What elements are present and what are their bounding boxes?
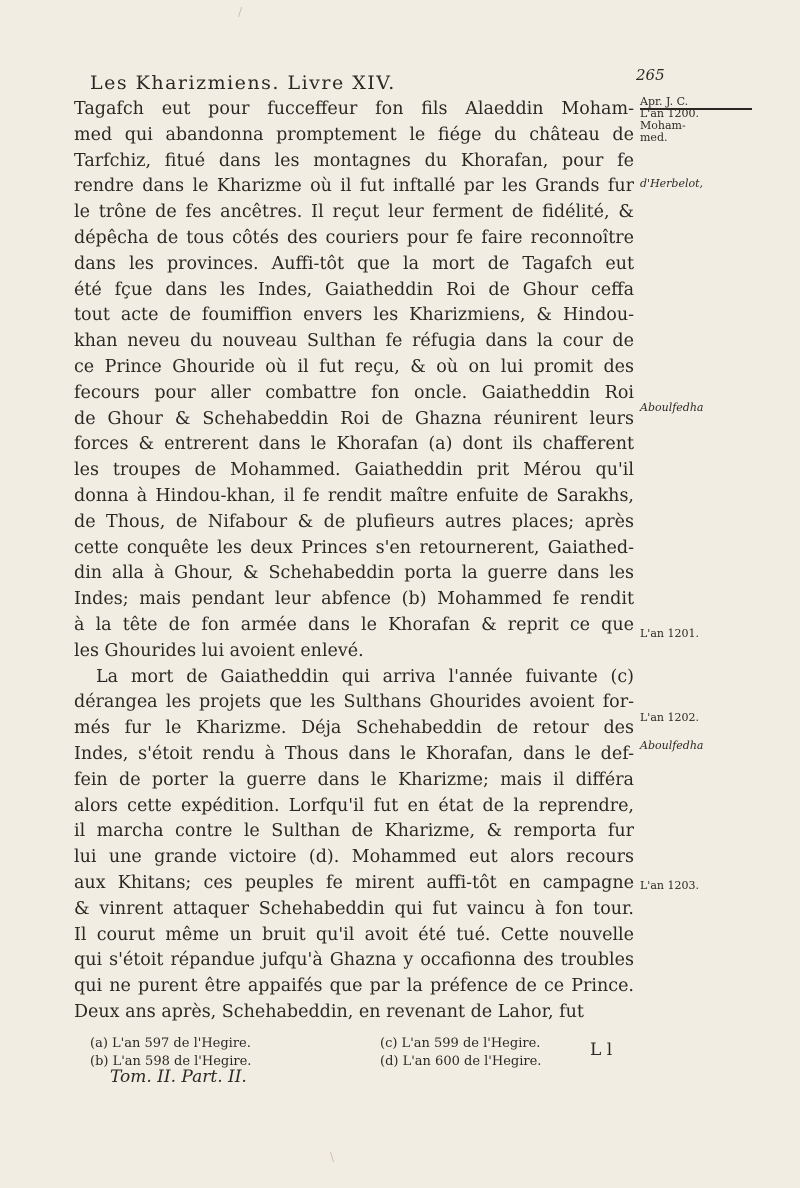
margin-note-date	[640, 628, 755, 640]
text-line: med qui abandonna promptement le fiége du château de	[74, 124, 634, 145]
text-line: dépêcha de tous côtés des couriers pour fe faire reconnoître	[74, 228, 634, 248]
running-title: Les Kharizmiens. Livre XIV.	[90, 72, 396, 94]
margin-year-1201: L'an 1201.	[640, 627, 699, 640]
margin-year: L'an 1200.	[640, 107, 699, 120]
margin-note-source	[640, 402, 755, 414]
text-line: il marcha contre le Sulthan de Kharizme, & remporta fur	[74, 821, 634, 842]
margin-note-date	[640, 880, 755, 892]
margin-era: Apr. J. C.	[640, 95, 689, 108]
margin-note-source	[640, 178, 755, 190]
text-line: khan neveu du nouveau Sulthan fe réfugia dans la cour de	[74, 331, 634, 352]
footnote-a: (a) L'an 597 de l'Hegire.	[90, 1036, 251, 1051]
margin-subject: Moham-	[640, 119, 686, 132]
margin-source-aboulfedha-2: Aboulfedha	[640, 739, 704, 752]
text-line: lui une grande victoire (d). Mohammed eut alors recours	[74, 847, 634, 868]
footnote-c: (c) L'an 599 de l'Hegire.	[380, 1036, 541, 1051]
text-line: aux Khitans; ces peuples fe mirent auffi-tôt en campagne	[74, 873, 634, 893]
text-line: été fçue dans les Indes, Gaiatheddin Roi de Ghour ceffa	[74, 279, 634, 300]
footnote-b: (b) L'an 598 de l'Hegire.	[90, 1054, 252, 1069]
text-line: les Ghourides lui avoient enlevé.	[74, 640, 364, 661]
show-through-mark: \	[330, 1150, 335, 1164]
text-line: Indes, s'étoit rendu à Thous dans le Khorafan, dans le def-	[74, 744, 634, 764]
text-line: cette conquête les deux Princes s'en retournerent, Gaiathed-	[74, 537, 634, 558]
text-line: & vinrent attaquer Schehabeddin qui fut vaincu à fon tour.	[74, 898, 634, 919]
text-line: Tagafch eut pour fucceffeur fon fils Alaeddin Moham-	[74, 99, 634, 119]
text-line: tout acte de foumiffion envers les Kharizmiens, & Hindou-	[74, 305, 634, 326]
text-line: donna à Hindou-khan, il fe rendit maître enfuite de Sarakhs,	[74, 486, 634, 506]
text-line: La mort de Gaiatheddin qui arriva l'année fuivante (c)	[96, 666, 634, 687]
margin-note-date	[640, 96, 755, 144]
margin-note-source	[640, 740, 755, 752]
text-line: més fur le Kharizme. Déja Schehabeddin de retour des	[74, 718, 634, 739]
text-line: les troupes de Mohammed. Gaiatheddin prit Mérou qu'il	[74, 460, 634, 481]
text-line: de Thous, de Nifabour & de plufieurs autres places; après	[74, 511, 634, 532]
footnote-d: (d) L'an 600 de l'Hegire.	[380, 1054, 542, 1069]
margin-subject-cont: med.	[640, 131, 668, 144]
text-line: qui ne purent être appaifés que par la préfence de ce Prince.	[74, 976, 634, 997]
margin-source-herbelot: d'Herbelot,	[640, 177, 704, 190]
text-line: fecours pour aller combattre fon oncle. Gaiatheddin Roi	[74, 382, 634, 403]
text-line: din alla à Ghour, & Schehabeddin porta la guerre dans les	[74, 563, 634, 584]
text-line: alors cette expédition. Lorfqu'il fut en état de la reprendre,	[74, 795, 634, 816]
text-line: Deux ans après, Schehabeddin, en revenant de Lahor, fut	[74, 1002, 584, 1022]
show-through-mark: /	[238, 5, 243, 19]
margin-source-aboulfedha: Aboulfedha	[640, 401, 704, 414]
text-line: Il courut même un bruit qu'il avoit été tué. Cette nouvelle	[74, 924, 634, 945]
text-line: à la tête de fon armée dans le Khorafan & reprit ce que	[74, 615, 634, 635]
page-number: 265	[636, 66, 665, 84]
text-line: Indes; mais pendant leur abfence (b) Mohammed fe rendit	[74, 589, 634, 610]
margin-year-1202: L'an 1202.	[640, 711, 699, 724]
text-line: dans les provinces. Auffi-tôt que la mort de Tagafch eut	[74, 253, 634, 274]
text-line: de Ghour & Schehabeddin Roi de Ghazna réunirent leurs	[74, 408, 634, 429]
text-line: dérangea les projets que les Sulthans Ghourides avoient for-	[74, 692, 634, 713]
tome-mark: Tom. II. Part. II.	[110, 1067, 247, 1087]
signature-mark: L l	[590, 1040, 613, 1060]
text-line: le trône de fes ancêtres. Il reçut leur ferment de fidélité, &	[74, 202, 634, 223]
text-line: ce Prince Ghouride où il fut reçu, & où on lui promit des	[74, 357, 634, 377]
text-line: fein de porter la guerre dans le Kharizme; mais il différa	[74, 769, 634, 790]
margin-year-1203: L'an 1203.	[640, 879, 699, 892]
margin-note-date	[640, 712, 755, 724]
text-line: rendre dans le Kharizme où il fut inftallé par les Grands fur	[74, 176, 634, 197]
text-line: forces & entrerent dans le Khorafan (a) dont ils chafferent	[74, 434, 634, 455]
margin-rule	[640, 108, 752, 113]
text-line: qui s'étoit répandue jufqu'à Ghazna y occafionna des troubles	[74, 950, 634, 971]
text-line: Tarfchiz, fitué dans les montagnes du Khorafan, pour fe	[74, 150, 634, 171]
